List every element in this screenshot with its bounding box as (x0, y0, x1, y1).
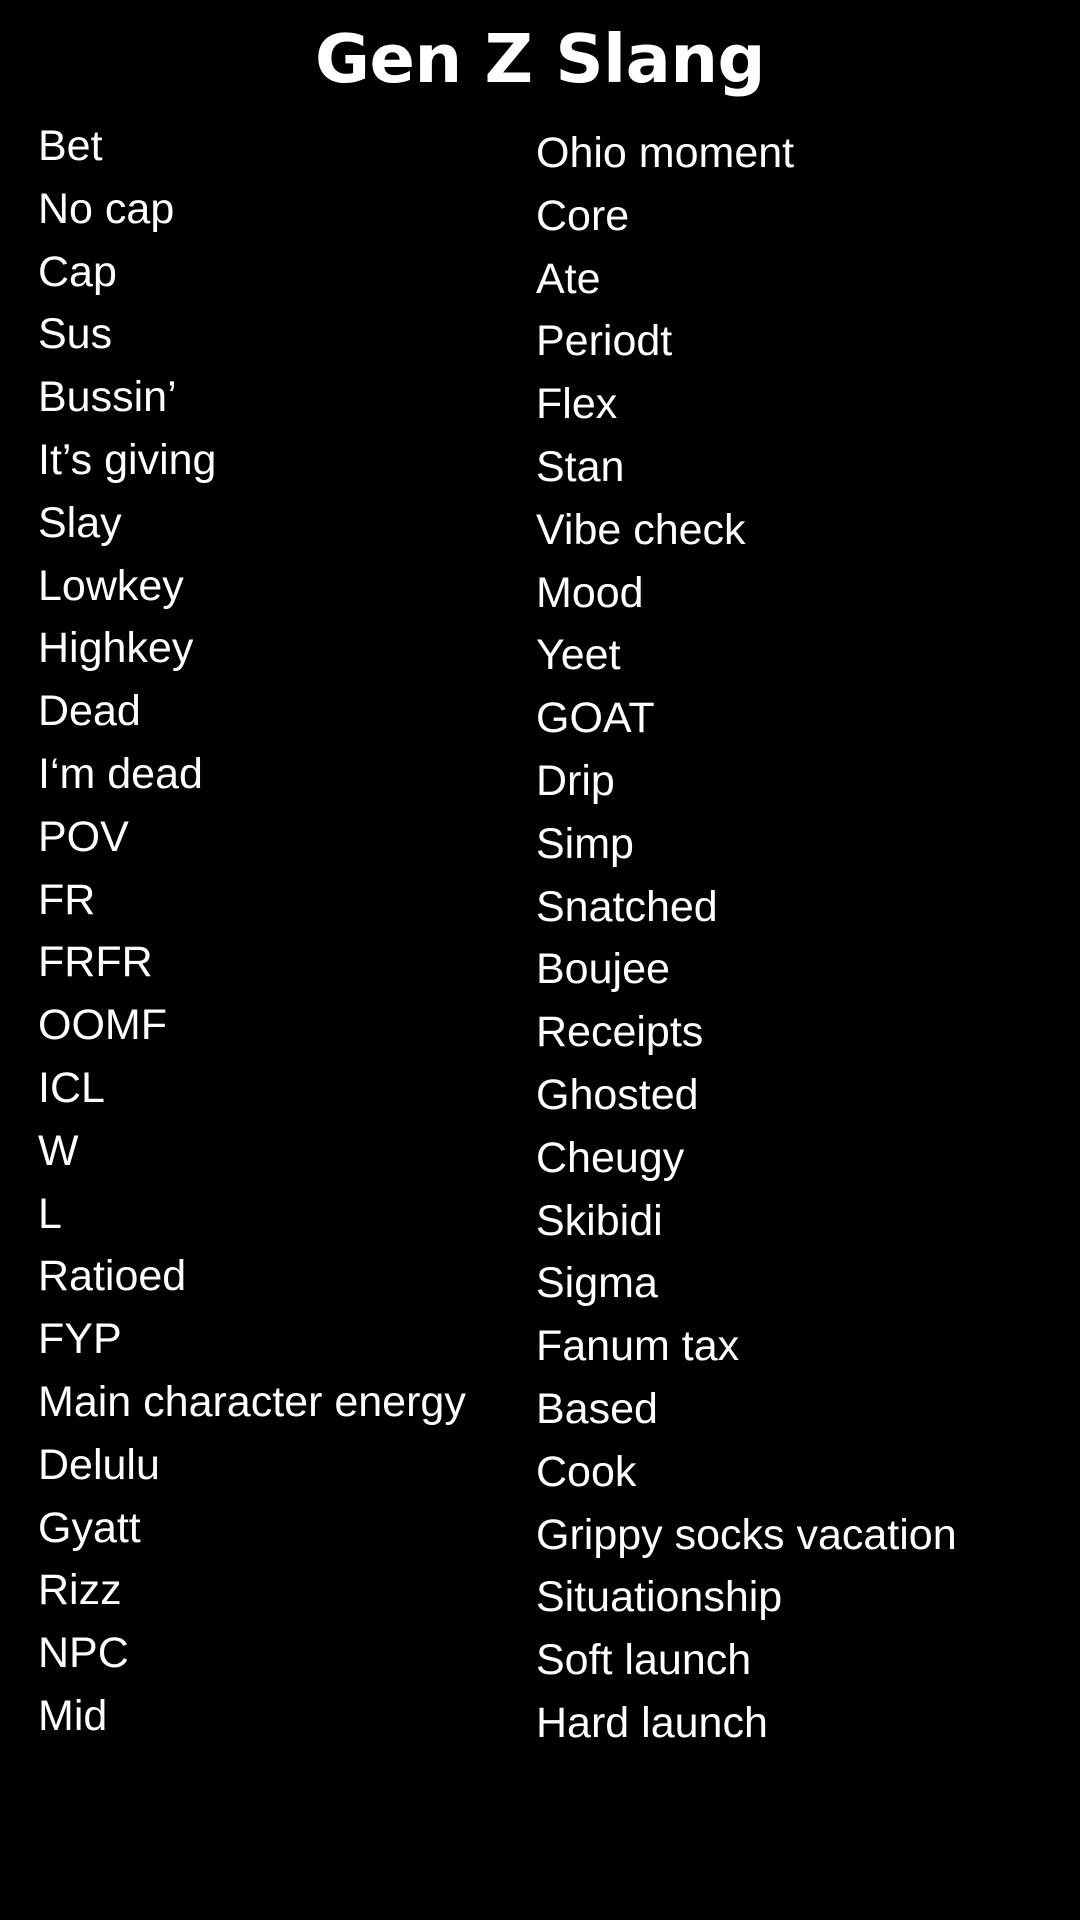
list-item: Mid (38, 1691, 108, 1740)
list-item: Cook (536, 1447, 637, 1496)
list-item: Delulu (38, 1440, 160, 1489)
list-item: Ate (536, 254, 601, 303)
list-item: Dead (38, 687, 141, 736)
list-item: Sus (38, 310, 113, 359)
list-item: Drip (536, 756, 615, 805)
list-item: Yeet (536, 631, 621, 680)
list-item: Slay (38, 498, 122, 547)
list-item: FYP (38, 1315, 122, 1364)
list-item: Rizz (38, 1566, 122, 1615)
right-column (518, 115, 1080, 1755)
list-item: Highkey (38, 624, 194, 673)
list-item: It’s giving (38, 435, 217, 484)
list-item: Receipts (536, 1008, 704, 1057)
list-item: NPC (38, 1629, 129, 1678)
list-item: Bussin’ (38, 373, 177, 422)
list-item: Ratioed (38, 1252, 187, 1301)
list-item: OOMF (38, 1001, 167, 1050)
list-item: ICL (38, 1063, 105, 1112)
list-item: Situationship (536, 1573, 783, 1622)
list-item: Boujee (536, 945, 670, 994)
list-item: Stan (536, 442, 625, 491)
list-item: Main character energy (38, 1377, 466, 1426)
list-item: Ohio moment (536, 129, 795, 177)
list-item: Based (536, 1384, 658, 1433)
list-item: Vibe check (536, 505, 746, 554)
list-item: Hard launch (536, 1698, 768, 1747)
list-item: POV (38, 812, 129, 861)
list-item: Skibidi (536, 1196, 663, 1245)
list-item: Ghosted (536, 1070, 699, 1119)
list-item: Gyatt (38, 1503, 141, 1552)
list-item: Cap (38, 247, 117, 296)
list-item: Cheugy (536, 1133, 685, 1182)
list-item: Grippy socks vacation (536, 1510, 957, 1559)
list-item: Sigma (536, 1259, 658, 1308)
list-item: Lowkey (38, 561, 184, 610)
list-item: I‘m dead (38, 749, 203, 798)
list-item: W (38, 1126, 79, 1175)
list-item: Soft launch (536, 1636, 752, 1685)
list-item: L (38, 1189, 62, 1238)
left-column (0, 115, 518, 1748)
list-item: Simp (536, 819, 634, 868)
page-title: Gen Z Slang (315, 20, 765, 98)
list-item: Mood (536, 568, 644, 617)
list-item: Periodt (536, 317, 673, 366)
slang-columns (0, 93, 1080, 1755)
list-item: Fanum tax (536, 1322, 740, 1371)
list-item: FRFR (38, 938, 153, 987)
list-item: GOAT (536, 694, 655, 743)
list-item: FR (38, 875, 96, 924)
list-item: Flex (536, 380, 618, 429)
list-item: Core (536, 191, 630, 240)
list-item: No cap (38, 184, 175, 233)
list-item: Snatched (536, 882, 718, 931)
list-item: Bet (38, 122, 103, 170)
